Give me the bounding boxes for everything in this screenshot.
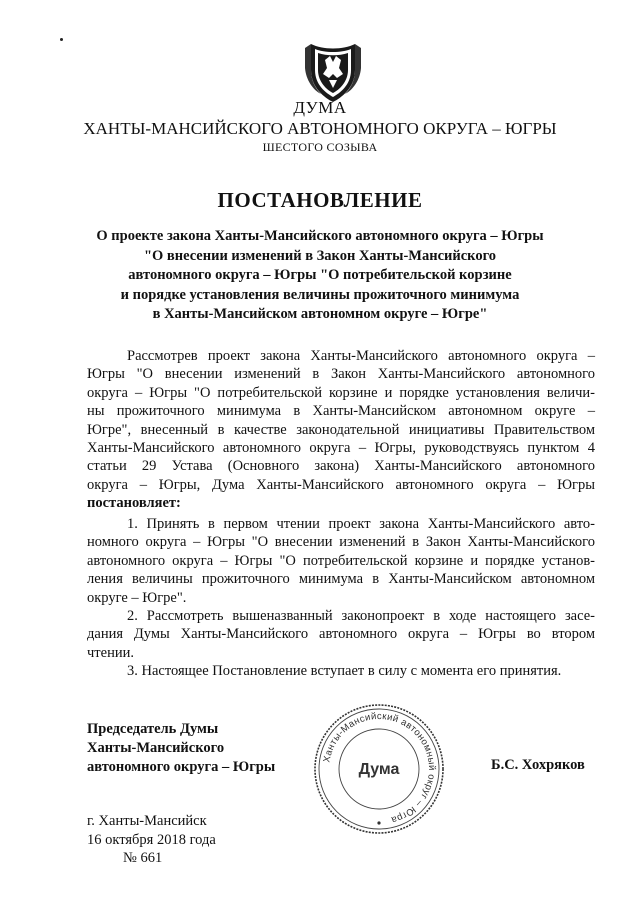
item-line: автономного округа – Югры "О потребительской корзине и порядке установ-	[87, 552, 595, 569]
signatory-name: Б.С. Хохряков	[491, 757, 585, 773]
issuer-name: ДУМА	[293, 98, 347, 117]
document-number: № 661	[123, 850, 163, 867]
stamp-dot	[377, 821, 380, 824]
place-and-date	[87, 812, 216, 868]
preamble-line: ны прожиточного минимума в Ханты-Мансийском автономном округе –	[87, 403, 595, 420]
item-line: номного округа – Югры "О внесении изменений в Закон Ханты-Мансийского	[87, 534, 595, 551]
convocation: ШЕСТОГО СОЗЫВА	[262, 140, 378, 154]
resolution-items	[87, 515, 595, 681]
item-line: 3. Настоящее Постановление вступает в силу с момента его принятия.	[127, 663, 562, 680]
subject-line: О проекте закона Ханты-Мансийского автономного округа – Югры	[96, 228, 544, 244]
city: г. Ханты-Мансийск	[87, 813, 207, 829]
stamp-center-text: Дума	[358, 761, 400, 778]
date: 16 октября 2018 года	[87, 831, 216, 848]
coat-of-arms-icon	[303, 40, 363, 104]
item-line: дания Думы Ханты-Мансийского автономного округа – Югры во втором	[87, 626, 595, 643]
item-line: чтении.	[87, 644, 134, 661]
preamble-line: Югре", внесенный в качестве законодательной инициативы Правительством	[87, 421, 595, 438]
item-line: 1. Принять в первом чтении проект закона Ханты-Мансийского авто-	[127, 516, 595, 532]
document-title: ПОСТАНОВЛЕНИЕ	[217, 188, 423, 212]
preamble-line: округа – Югры, Дума Ханты-Мансийского автономного округа – Югры	[87, 476, 595, 493]
item-line: округе – Югре".	[87, 589, 187, 606]
scan-speck	[60, 38, 63, 41]
signatory-position	[87, 720, 275, 777]
preamble-line: Рассмотрев проект закона Ханты-Мансийского автономного округа –	[127, 348, 595, 364]
stamp-ring-text: Ханты-Мансийский автономный округ – Югра	[321, 710, 438, 826]
preamble-paragraph	[87, 347, 595, 513]
resolves-word: постановляет:	[87, 495, 181, 512]
document-subject	[0, 227, 640, 325]
position-line: Председатель Думы	[87, 721, 219, 737]
preamble-line: статьи 29 Устава (Основного закона) Ханты-Мансийского автономного	[87, 458, 595, 475]
position-line: автономного округа – Югры	[87, 759, 276, 775]
subject-line: в Ханты-Мансийском автономном округе – Югре"	[152, 306, 488, 322]
item-line: 2. Рассмотреть вышеназванный законопроект в ходе настоящего засе-	[127, 608, 595, 625]
subject-line: "О внесении изменений в Закон Ханты-Мансийского	[143, 247, 497, 264]
subject-line: автономного округа – Югры "О потребительской корзине	[128, 267, 512, 283]
preamble-line: Ханты-Мансийского автономного округа – Югры, руководствуясь пунктом 4	[87, 440, 595, 457]
issuer-region: ХАНТЫ-МАНСИЙСКОГО АВТОНОМНОГО ОКРУГА – ЮГРЫ	[83, 119, 557, 138]
official-stamp	[311, 701, 447, 837]
position-line: Ханты-Мансийского	[87, 740, 225, 756]
subject-line: и порядке установления величины прожиточного минимума	[120, 286, 520, 303]
item-line: ления величины прожиточного минимума в Ханты-Мансийском автономном	[87, 571, 595, 588]
preamble-line: округа – Югры "О потребительской корзине и порядке установления величи-	[87, 384, 595, 401]
preamble-line: Югры "О внесении изменений в Закон Ханты-Мансийского автономного	[87, 366, 595, 383]
